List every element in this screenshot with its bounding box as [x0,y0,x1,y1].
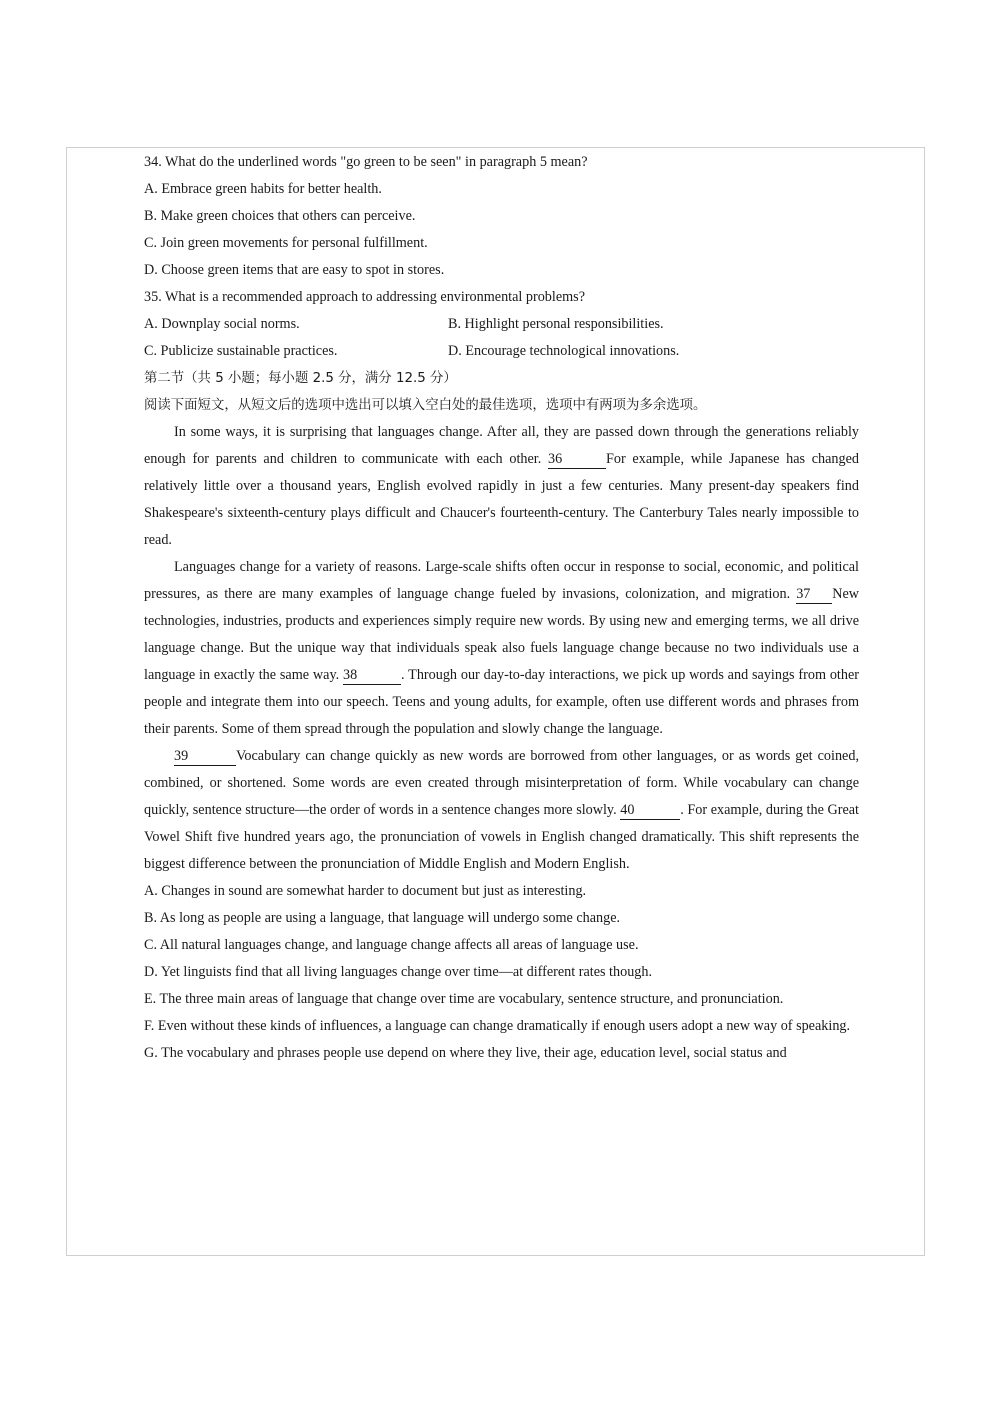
q35-option-a: A. Downplay social norms. [144,316,300,332]
q35-option-d: D. Encourage technological innovations. [448,343,680,359]
p3-text-a: Vocabulary can change quickly as new words are borrowed from other languages, or as words get coined, combined, or shortened. Some words are even created through misinterpretation of form. While vocabulary can change quickly, sentence structure—the order of words in a sentence changes more slowly. [144,748,859,818]
p1-text-b: For example, while Japanese has changed relatively little over a thousand years, English evolved rapidly in just a few centuries. Many present-day speakers find Shakespeare's sixteenth-century plays difficult and Chaucer's fourteenth-century. The Canterbury Tales nearly impossible to read. [144,451,860,548]
p1-text-a: In some ways, it is surprising that languages change. After all, they are passed down through the generations reliably enough for parents and children to communicate with each other. [144,424,859,467]
q34-option-d: D. Choose green items that are easy to spot in stores. [144,262,445,278]
q35-options-row-1 [144,311,859,338]
q34-option-c: C. Join green movements for personal fulfillment. [144,235,428,251]
choice-a: A. Changes in sound are somewhat harder to document but just as interesting. [144,883,587,899]
passage-paragraph-3 [144,743,859,878]
q34-option-b: B. Make green choices that others can perceive. [144,208,416,224]
q35-option-c: C. Publicize sustainable practices. [144,343,338,359]
passage-paragraph-2 [144,554,859,743]
q35-stem: 35. What is a recommended approach to addressing environmental problems? [144,289,585,305]
passage-paragraph-1 [144,419,859,554]
blank-38: 38 [343,667,401,685]
choice-g: G. The vocabulary and phrases people use depend on where they live, their age, education level, social status and [144,1045,787,1061]
choice-e: E. The three main areas of language that change over time are vocabulary, sentence structure, and pronunciation. [144,991,784,1007]
choice-d: D. Yet linguists find that all living languages change over time—at different rates though. [144,964,653,980]
choice-b: B. As long as people are using a language, that language will undergo some change. [144,910,621,926]
q34-stem: 34. What do the underlined words "go green to be seen" in paragraph 5 mean? [144,154,588,170]
blank-37: 37 [796,586,832,604]
q34-option-a: A. Embrace green habits for better health. [144,181,382,197]
choice-c: C. All natural languages change, and language change affects all areas of language use. [144,937,639,953]
p2-text-c: . Through our day-to-day interactions, we pick up words and sayings from other people and integrate them into our speech. Teens and young adults, for example, often use different words and phrases from their parents. Some of them spread through the population and slowly change the language. [144,667,859,737]
p2-text-a: Languages change for a variety of reasons. Large-scale shifts often occur in response to social, economic, and political pressures, as there are many examples of language change fueled by invasions, colonization, and migration. [144,559,859,602]
blank-36: 36 [548,451,606,469]
p2-text-b: New technologies, industries, products and experiences simply require new words. By using new and emerging terms, we all drive language change. But the unique way that individuals speak also fuels language change because no two individuals use a language in exactly the same way. [144,586,859,683]
blank-40: 40 [620,802,680,820]
section2-instruction: 阅读下面短文，从短文后的选项中选出可以填入空白处的最佳选项，选项中有两项为多余选项。 [144,398,707,413]
p3-text-b: . For example, during the Great Vowel Shift five hundred years ago, the pronunciation of vowels in English changed dramatically. This shift represents the biggest difference between the pronunciation of Middle English and Modern English. [144,802,859,872]
exam-content [144,149,859,1067]
q35-options-row-2 [144,338,859,365]
choice-f: F. Even without these kinds of influences, a language can change dramatically if enough users adopt a new way of speaking. [144,1018,851,1034]
blank-39: 39 [174,748,236,766]
q35-option-b: B. Highlight personal responsibilities. [448,316,664,332]
section2-heading: 第二节（共 5 小题；每小题 2.5 分，满分 12.5 分） [144,371,457,386]
